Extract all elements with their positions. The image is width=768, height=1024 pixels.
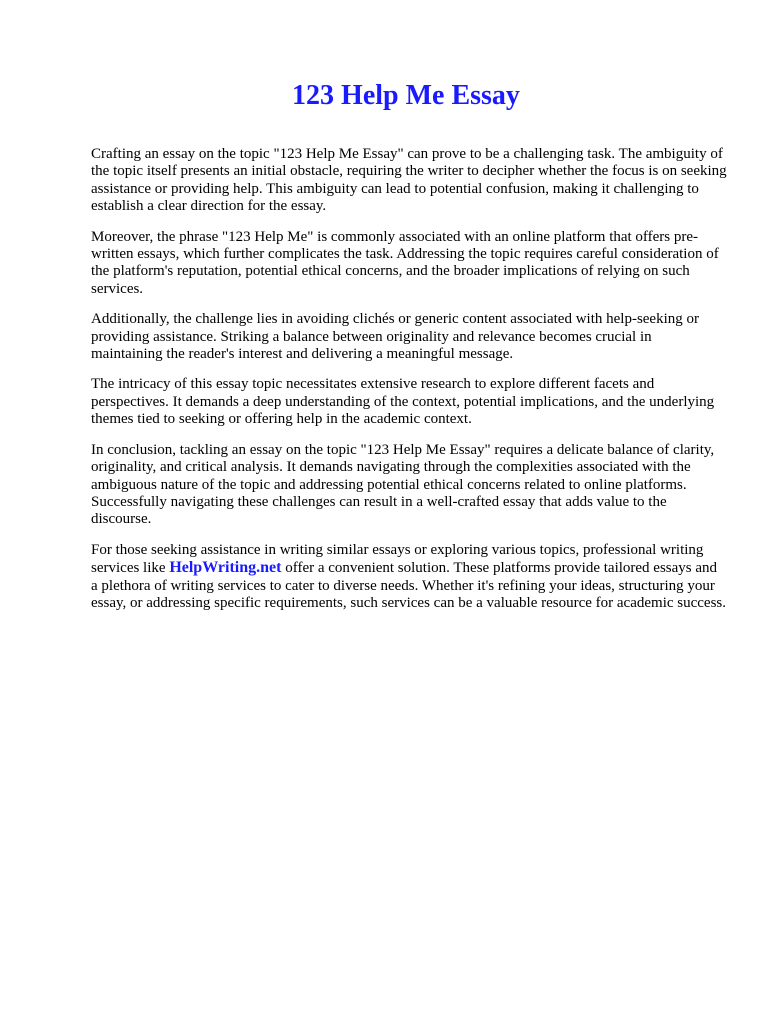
helpwriting-link[interactable]: HelpWriting.net: [169, 559, 282, 577]
paragraph-services: [91, 542, 727, 613]
services-text-after-link: offer a convenient solution. These platforms provide tailored essays and a plethora of writing services to cater to diverse needs. Whether it's refining your ideas, structuring your essay, or addressing specific requirements, such services can be a valuable resource for academic success.: [91, 560, 727, 611]
document-body: [91, 146, 727, 625]
paragraph-cliches: Additionally, the challenge lies in avoiding clichés or generic content associated with help-seeking or providing assistance. Striking a balance between originality and relevance becomes crucial in maintaining the reader's interest and delivering a meaningful message.: [91, 311, 700, 363]
services-text-before-link: For those seeking assistance in writing similar essays or exploring various topics, professional writing services like: [91, 541, 704, 577]
paragraph-platform: Moreover, the phrase "123 Help Me" is commonly associated with an online platform that offers pre-written essays, which further complicates the task. Addressing the topic requires careful consideration of the platform's reputation, potential ethical concerns, and the broader implications of relying on such services.: [91, 228, 719, 297]
document-title: 123 Help Me Essay: [292, 80, 520, 111]
paragraph-conclusion: In conclusion, tackling an essay on the topic "123 Help Me Essay" requires a delicate balance of clarity, originality, and critical analysis. It demands navigating through the complexities associated with the ambiguous nature of the topic and addressing potential ethical concerns related to online platforms. Successfully navigating these challenges can result in a well-crafted essay that adds value to the discourse.: [91, 441, 715, 528]
paragraph-research: The intricacy of this essay topic necessitates extensive research to explore different facets and perspectives. It demands a deep understanding of the context, potential implications, and the underlying themes tied to seeking or offering help in the academic context.: [91, 376, 715, 428]
paragraph-intro: Crafting an essay on the topic "123 Help Me Essay" can prove to be a challenging task. The ambiguity of the topic itself presents an initial obstacle, requiring the writer to decipher whether the focus is on seeking assistance or providing help. This ambiguity can lead to potential confusion, making it challenging to establish a clear direction for the essay.: [91, 146, 727, 215]
